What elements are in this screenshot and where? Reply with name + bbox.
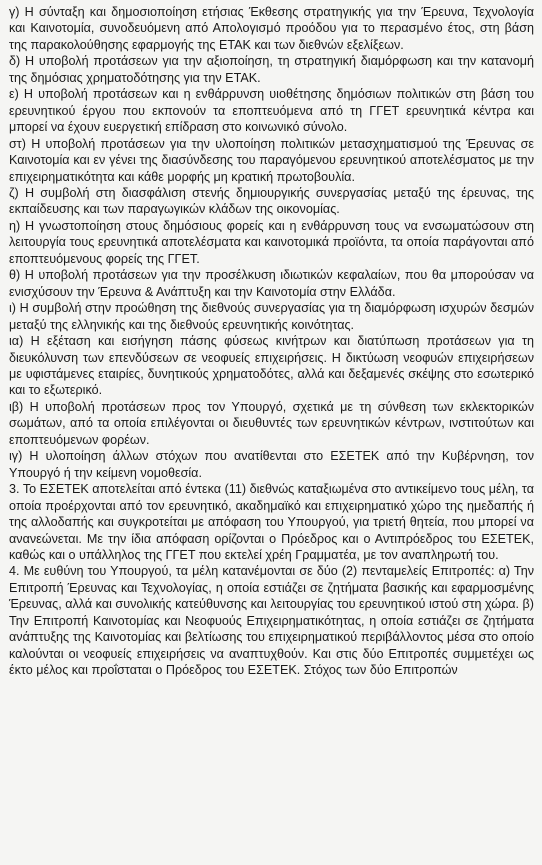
- paragraph-item-eta: η) Η γνωστοποίηση στους δημόσιους φορείς και η ενθάρρυνση τους να ενσωματώσουν στη λειτουργία τους ερευνητικά αποτελέσματα και καινοτομικά προϊόντα, τα οποία παράγονται από εποπτευόμενους φορείς της ΓΓΕΤ.: [9, 218, 534, 266]
- paragraph-item-delta: δ) Η υποβολή προτάσεων για την αξιοποίηση, τη στρατηγική διαμόρφωση και την κατανομή της δημόσιας χρηματοδότησης για την ΕΤΑΚ.: [9, 54, 534, 85]
- paragraph-item-gamma: γ) Η σύνταξη και δημοσιοποίηση ετήσιας Έκθεσης στρατηγικής για την Έρευνα, Τεχνολογία και Καινοτομία, συνοδευόμενη από Απολογισμό προόδου για το περασμένο έτος, στη βάση της παρακολούθησης εφαρμογής της ΕΤΑΚ και των διεθνών εξελίξεων.: [9, 5, 534, 52]
- paragraph-section-3: 3. Το ΕΣΕΤΕΚ αποτελείται από έντεκα (11) διεθνώς καταξιωμένα στο αντικείμενο τους μέλη, τα οποία προέρχονται από τον ερευνητικό, ακαδημαϊκό και επιχειρηματικό χώρο της ημεδαπής ή της αλλοδαπής και συγκροτείται με απόφαση του Υπουργού, για τριετή θητεία, που μπορεί να ανανεώνεται. Με την ίδια απόφαση ορίζονται ο Πρόεδρος και ο Αντιπρόεδρος του ΕΣΕΤΕΚ, καθώς και ο υπάλληλος της ΓΓΕΤ που εκτελεί χρέη Γραμματέα, με τον αναπληρωτή του.: [9, 482, 534, 562]
- paragraph-item-iota-alpha: ια) Η εξέταση και εισήγηση πάσης φύσεως κινήτρων και διατύπωση προτάσεων για τη διευκόλυνση των επενδύσεων σε νεοφυείς επιχειρήσεις. Η δικτύωση νεοφυών επιχειρήσεων με υφιστάμενες εταιρίες, δυνητικούς χρηματοδότες, αλλά και δεξαμενές σκέψης στο εσωτερικό και το εξωτερικό.: [9, 334, 534, 398]
- paragraph-item-iota: ι) Η συμβολή στην προώθηση της διεθνούς συνεργασίας για τη διαμόρφωση ισχυρών δεσμών μεταξύ της ελληνικής και της διεθνούς ερευνητικής κοινότητας.: [9, 301, 534, 332]
- paragraph-item-iota-beta: ιβ) Η υποβολή προτάσεων προς τον Υπουργό, σχετικά με τη σύνθεση των εκλεκτορικών σωμάτων, από τα οποία επιλέγονται οι διευθυντές των ερευνητικών κέντρων, ινστιτούτων και εποπτευόμενων φορέων.: [9, 399, 534, 447]
- paragraph-item-theta: θ) Η υποβολή προτάσεων για την προσέλκυση ιδιωτικών κεφαλαίων, που θα μπορούσαν να ενισχύσουν την Έρευνα & Ανάπτυξη και την Καινοτομία στην Ελλάδα.: [9, 268, 534, 299]
- paragraph-item-zeta: ζ) Η συμβολή στη διασφάλιση στενής δημιουργικής συνεργασίας μεταξύ της έρευνας, της εκπαίδευσης και των παραγωγικών κλάδων της οικονομίας.: [9, 185, 534, 217]
- paragraph-item-epsilon: ε) Η υποβολή προτάσεων και η ενθάρρυνση υιοθέτησης δημόσιων πολιτικών στη βάση του ερευνητικού έργου που εκπονούν τα εποπτευόμενα από τη ΓΓΕΤ ερευνητικά κέντρα και μπορεί να έχουν ευεργετική επίδραση στο κοινωνικό σύνολο.: [9, 87, 534, 135]
- paragraph-item-stigma: στ) Η υποβολή προτάσεων για την υλοποίηση πολιτικών μετασχηματισμού της Έρευνας σε Καινοτομία και εν γένει της διασύνδεσης του παραγόμενου ερευνητικού αποτελέσματος με την επιχειρηματικότητα και κάθε μορφής μη κρατική πρωτοβουλία.: [9, 136, 534, 184]
- paragraph-section-4: 4. Με ευθύνη του Υπουργού, τα μέλη κατανέμονται σε δύο (2) πενταμελείς Επιτροπές: α) Την Επιτροπή Έρευνας και Τεχνολογίας, η οποία εστιάζει σε ζητήματα βασικής και εφαρμοσμένης Έρευνας, αλλά και συνολικής κατεύθυνσης και λειτουργίας του ερευνητικού ιστού στη χώρα. β) Την Επιτροπή Καινοτομίας και Νεοφυούς Επιχειρηματικότητας, η οποία εστιάζει σε ζητήματα ανάπτυξης της Καινοτομίας και βελτίωσης του επιχειρηματικού περιβάλλοντος μέσα στο οποίο καλούνται οι νεοφυείς επιχειρήσεις να αναπτυχθούν. Και στις δύο Επιτροπές συμμετέχει ως έκτο μέλος και προΐσταται ο Πρόεδρος του ΕΣΕΤΕΚ. Στόχος των δύο Επιτροπών: [9, 564, 534, 678]
- paragraph-item-iota-gamma: ιγ) Η υλοποίηση άλλων στόχων που ανατίθενται στο ΕΣΕΤΕΚ από την Κυβέρνηση, τον Υπουργό ή την κείμενη νομοθεσία.: [9, 449, 534, 480]
